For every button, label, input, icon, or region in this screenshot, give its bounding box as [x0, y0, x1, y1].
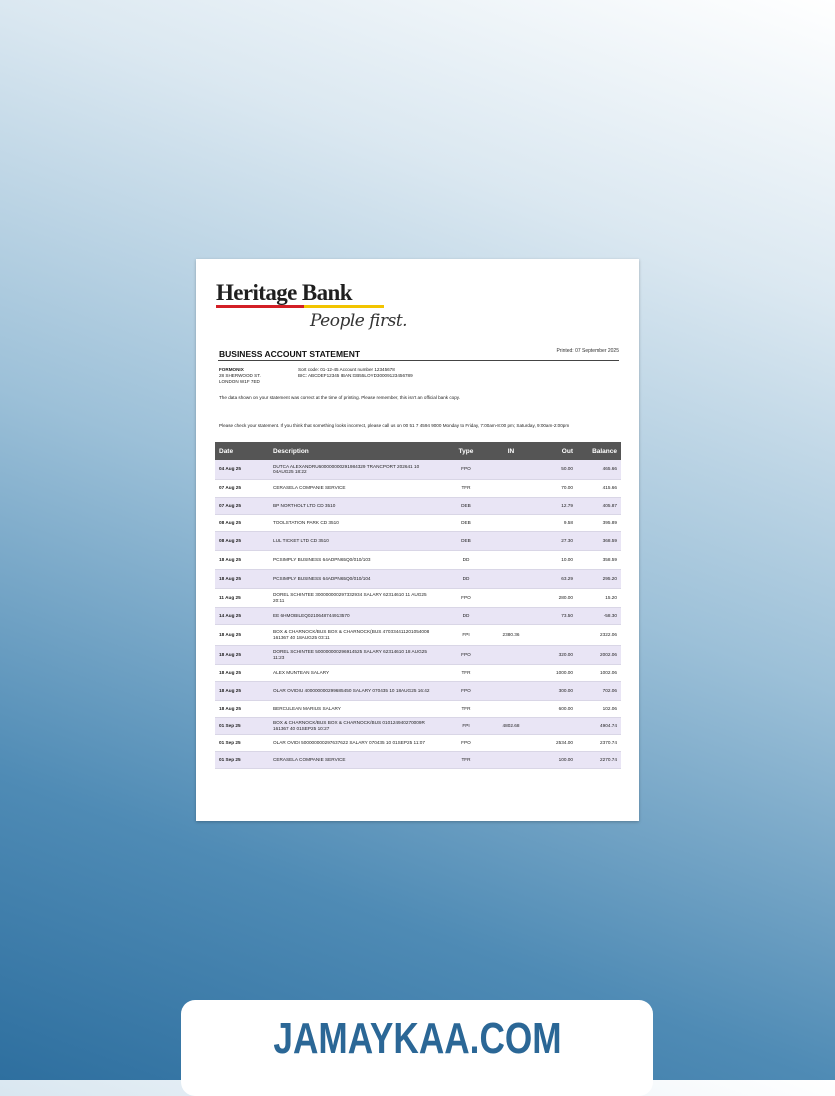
sort-code-line: Sort code: 01-12-45 Account number 12345678: [298, 367, 395, 372]
row-description: BERCULEAN MARIUS SALARY: [269, 700, 443, 717]
row-out: 320.00: [533, 645, 577, 664]
table-row: [215, 700, 621, 717]
business-name: FORMONIX: [219, 367, 244, 372]
row-type: DD: [443, 569, 489, 588]
row-balance: 2322.06: [577, 624, 621, 645]
table-row: [215, 479, 621, 497]
row-in: [489, 497, 533, 514]
row-in: [489, 645, 533, 664]
table-row: [215, 751, 621, 768]
address-line-1: 28 SHERWOOD ST.: [219, 373, 261, 379]
row-balance: 465.66: [577, 460, 621, 479]
header-date: Date: [215, 442, 269, 460]
table-row: [215, 624, 621, 645]
row-date: 18 Aug 25: [215, 700, 269, 717]
row-date: 01 Sep 25: [215, 751, 269, 768]
row-in: [489, 588, 533, 607]
row-balance: 295.20: [577, 569, 621, 588]
row-description: DOREL SCHINTEE 500000000296914525 SALARY 62314610 18 AUG25 11:23: [269, 645, 443, 664]
row-description: OLAR OVIDI 500000000297637622 SALARY 070435 10 01SEP25 11:07: [269, 734, 443, 751]
row-out: 600.00: [533, 700, 577, 717]
row-type: TFR: [443, 664, 489, 681]
row-description: PCSIMPLY BUSINESS 64ADPN65Q0/010/104: [269, 569, 443, 588]
account-details: [298, 367, 413, 379]
statement-document: [196, 259, 639, 821]
row-description: DUTCA ALEXANDRU600000000291984329 TRANCPORT 202641 10 04AUG25 18:22: [269, 460, 443, 479]
row-type: TFR: [443, 751, 489, 768]
row-in: [489, 700, 533, 717]
row-type: FPO: [443, 588, 489, 607]
row-balance: 358.59: [577, 550, 621, 569]
row-out: 100.00: [533, 751, 577, 768]
row-type: DD: [443, 550, 489, 569]
bank-tagline: People first.: [310, 311, 408, 331]
bank-name: Heritage Bank: [216, 280, 352, 305]
row-date: 18 Aug 25: [215, 645, 269, 664]
row-type: DEB: [443, 514, 489, 531]
row-date: 18 Aug 25: [215, 681, 269, 700]
row-out: 280.00: [533, 588, 577, 607]
row-in: [489, 531, 533, 550]
customer-address: [219, 367, 261, 386]
row-in: [489, 514, 533, 531]
bank-logo: [216, 280, 408, 331]
row-date: 01 Sep 25: [215, 717, 269, 734]
address-line-2: LONDON W1F 7ED: [219, 379, 260, 385]
row-description: DOREL SCHINTEE 300000000297332934 SALARY 62314610 11 AUG25 20:11: [269, 588, 443, 607]
row-description: EE 6HMOBILEQ0210648744913570: [269, 607, 443, 624]
row-balance: 1002.06: [577, 664, 621, 681]
row-out: 63.29: [533, 569, 577, 588]
bic-iban-line: BIC: ABCDEF12345 IBAN:GB55LOYD30009123456789: [298, 373, 413, 379]
table-row: [215, 645, 621, 664]
row-date: 18 Aug 25: [215, 550, 269, 569]
row-description: BOX & CHARNOCK/BUS BOX & CHARNOCK/BUS 010124940270009R 161367 40 01SEP25 10:27: [269, 717, 443, 734]
row-balance: 102.06: [577, 700, 621, 717]
table-row: [215, 531, 621, 550]
row-in: 4802.68: [489, 717, 533, 734]
table-row: [215, 607, 621, 624]
row-type: TFR: [443, 700, 489, 717]
row-out: 9.58: [533, 514, 577, 531]
table-row: [215, 514, 621, 531]
row-type: DEB: [443, 497, 489, 514]
header-in: IN: [489, 442, 533, 460]
row-type: FPI: [443, 624, 489, 645]
row-out: 10.00: [533, 550, 577, 569]
row-type: FPO: [443, 734, 489, 751]
row-out: 2534.00: [533, 734, 577, 751]
row-type: FPO: [443, 460, 489, 479]
row-in: [489, 751, 533, 768]
table-row: [215, 588, 621, 607]
row-in: [489, 734, 533, 751]
row-in: [489, 681, 533, 700]
contact-note: Please check your statement. If you think that something looks incorrect, please call us on 00 51 7 4594 9000 Monday to Friday, 7:00am-8:00 pm; Saturday, 9:00am-2:00pm: [219, 423, 570, 428]
row-date: 04 Aug 25: [215, 460, 269, 479]
row-date: 18 Aug 25: [215, 624, 269, 645]
logo-yellow-bar: [304, 305, 384, 308]
row-out: 27.30: [533, 531, 577, 550]
table-row: [215, 734, 621, 751]
row-date: 14 Aug 25: [215, 607, 269, 624]
row-description: ALEX MUNTEAN SALARY: [269, 664, 443, 681]
row-out: 12.79: [533, 497, 577, 514]
row-balance: 368.59: [577, 531, 621, 550]
table-row: [215, 717, 621, 734]
row-in: [489, 550, 533, 569]
row-balance: 702.06: [577, 681, 621, 700]
row-out: 1000.00: [533, 664, 577, 681]
row-description: PCSIMPLY BUSINESS 64ADPN65Q0/010/103: [269, 550, 443, 569]
row-in: [489, 569, 533, 588]
row-type: FPO: [443, 645, 489, 664]
row-date: 01 Sep 25: [215, 734, 269, 751]
statement-title: BUSINESS ACCOUNT STATEMENT: [219, 349, 361, 359]
row-balance: 415.66: [577, 479, 621, 497]
table-row: [215, 681, 621, 700]
row-date: 07 Aug 25: [215, 479, 269, 497]
row-in: [489, 664, 533, 681]
row-description: OLAR OVIDIU 400000000299685450 SALARY 070435 10 18AUG25 16:42: [269, 681, 443, 700]
row-balance: 15.20: [577, 588, 621, 607]
row-balance: 2370.74: [577, 734, 621, 751]
printed-date: Printed: 07 September 2025: [556, 348, 619, 354]
row-type: DEB: [443, 531, 489, 550]
row-date: 11 Aug 25: [215, 588, 269, 607]
table-row: [215, 497, 621, 514]
row-type: FPI: [443, 717, 489, 734]
row-description: BP NORTHOLT LTD CD 3510: [269, 497, 443, 514]
header-balance: Balance: [577, 442, 621, 460]
row-type: FPO: [443, 681, 489, 700]
row-date: 18 Aug 25: [215, 664, 269, 681]
row-balance: 2270.74: [577, 751, 621, 768]
row-balance: 4904.74: [577, 717, 621, 734]
row-date: 08 Aug 25: [215, 531, 269, 550]
row-balance: -58.30: [577, 607, 621, 624]
transactions-table: [215, 442, 621, 769]
row-out: [533, 624, 577, 645]
row-out: 300.00: [533, 681, 577, 700]
row-out: 50.00: [533, 460, 577, 479]
title-divider: [218, 360, 619, 361]
row-in: [489, 607, 533, 624]
row-out: [533, 717, 577, 734]
row-date: 18 Aug 25: [215, 569, 269, 588]
table-header-row: [215, 442, 621, 460]
row-description: CERASELA COMPANIE SERVICE: [269, 479, 443, 497]
row-out: 73.50: [533, 607, 577, 624]
header-type: Type: [443, 442, 489, 460]
row-in: [489, 460, 533, 479]
table-row: [215, 664, 621, 681]
table-row: [215, 550, 621, 569]
row-description: LUL TICKET LTD CD 3510: [269, 531, 443, 550]
row-type: DD: [443, 607, 489, 624]
row-balance: 2002.06: [577, 645, 621, 664]
table-row: [215, 460, 621, 479]
watermark-site: JAMAYKAA.COM: [273, 1014, 562, 1063]
row-balance: 405.87: [577, 497, 621, 514]
row-description: TOOLSTATION PARK CD 3510: [269, 514, 443, 531]
header-description: Description: [269, 442, 443, 460]
row-date: 07 Aug 25: [215, 497, 269, 514]
row-description: BOX & CHARNOCK/BUS BOX & CHARNOCK(BUS 470334411201054008 161367 40 18AUG25 03:11: [269, 624, 443, 645]
row-balance: 395.89: [577, 514, 621, 531]
row-description: CERASELA COMPANIE SERVICE: [269, 751, 443, 768]
row-in: 2380.36: [489, 624, 533, 645]
table-row: [215, 569, 621, 588]
row-date: 08 Aug 25: [215, 514, 269, 531]
accuracy-note: The data shown on your statement was correct at the time of printing. Please remember, this isn't an official bank copy.: [219, 395, 460, 400]
header-out: Out: [533, 442, 577, 460]
row-type: TFR: [443, 479, 489, 497]
row-in: [489, 479, 533, 497]
row-out: 70.00: [533, 479, 577, 497]
